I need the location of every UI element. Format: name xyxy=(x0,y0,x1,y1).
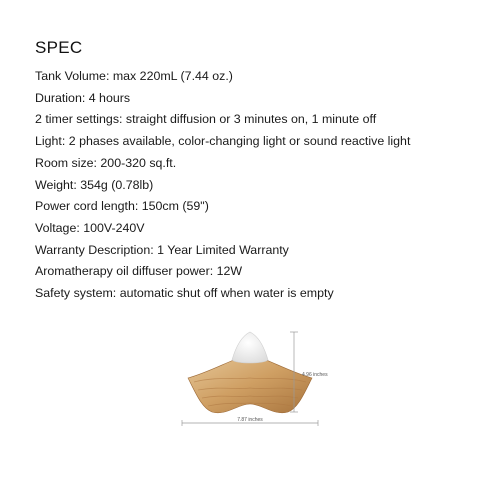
width-label: 7.87 inches xyxy=(237,417,263,423)
spec-item-tank-volume: Tank Volume: max 220mL (7.44 oz.) xyxy=(35,69,233,83)
spec-item-power: Aromatherapy oil diffuser power: 12W xyxy=(35,264,243,279)
spec-item-weight: Weight: 354g (0.78lb) xyxy=(35,177,154,192)
spec-item-timer-settings: 2 timer settings: straight diffusion or 3 minutes on, 1 minute off xyxy=(35,112,377,127)
diffuser-cap xyxy=(232,332,268,363)
spec-item-light: Light: 2 phases available, color-changing light or sound reactive light xyxy=(35,134,411,149)
height-label: 4.96 inches xyxy=(302,372,328,378)
spec-item-power-cord: Power cord length: 150cm (59") xyxy=(35,199,209,214)
diffuser-image xyxy=(170,320,330,430)
product-figure xyxy=(170,320,330,430)
spec-item-voltage: Voltage: 100V-240V xyxy=(35,220,145,235)
spec-title: SPEC xyxy=(35,38,83,57)
spec-list xyxy=(35,66,410,305)
spec-item-warranty: Warranty Description: 1 Year Limited Warranty xyxy=(35,242,289,257)
spec-item-room-size: Room size: 200-320 sq.ft. xyxy=(35,155,177,170)
spec-item-duration: Duration: 4 hours xyxy=(35,90,131,105)
spec-item-safety: Safety system: automatic shut off when water is empty xyxy=(35,286,334,301)
